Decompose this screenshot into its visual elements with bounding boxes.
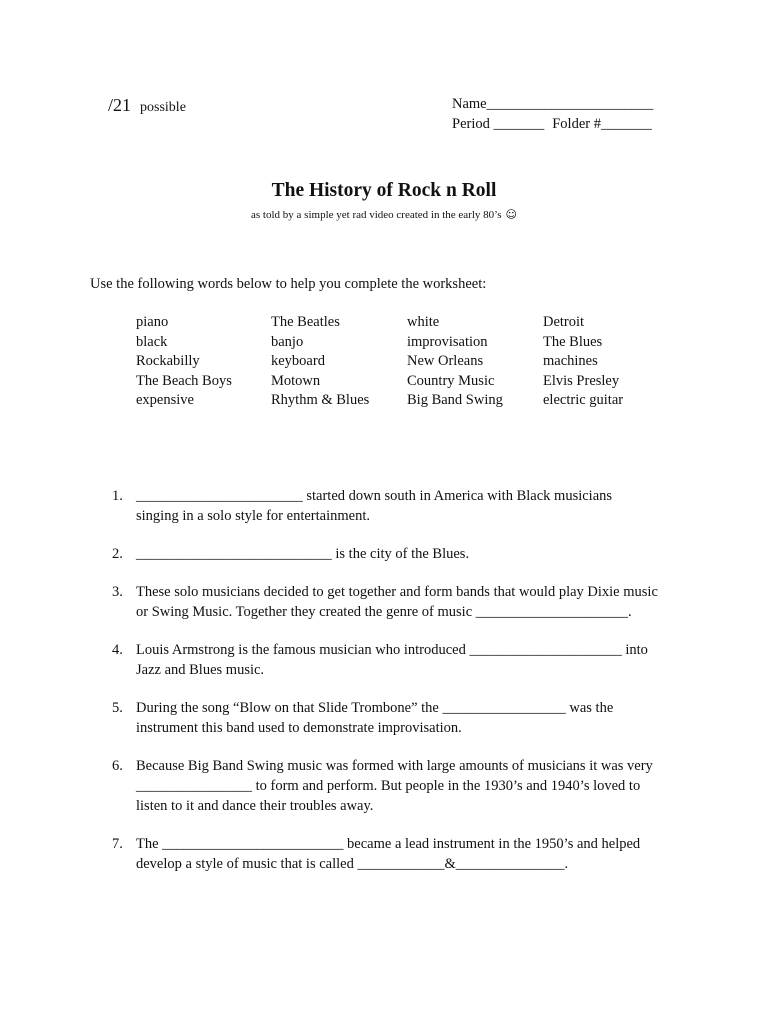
question-text: ___________________________ is the city of the Blues. xyxy=(136,546,470,562)
question-number: 3. xyxy=(112,584,123,600)
word-bank-item: The Beatles xyxy=(271,314,340,330)
question-list xyxy=(112,486,692,892)
word-bank-item: keyboard xyxy=(271,353,325,370)
question-number: 1. xyxy=(112,488,123,504)
question-text: Because Big Band Swing music was formed with large amounts of musicians it was very ________________ to form and perform. But people in the 1930’s and 1940’s loved to listen to it and dance their troubles away. xyxy=(136,758,653,814)
word-bank-item: Rockabilly xyxy=(136,353,200,370)
question-text: Louis Armstrong is the famous musician who introduced _____________________ into Jazz and Blues music. xyxy=(136,642,648,678)
question-item xyxy=(112,834,692,874)
subtitle-text: as told by a simple yet rad video created in the early 80’s xyxy=(251,209,502,221)
question-text: The _________________________ became a lead instrument in the 1950’s and helped develop a style of music that is called ____________&_______________. xyxy=(136,836,641,872)
question-text: These solo musicians decided to get together and form bands that would play Dixie music or Swing Music. Together they created the genre of music _____________________. xyxy=(136,584,658,620)
question-item xyxy=(112,756,692,816)
question-item xyxy=(112,698,692,738)
question-number: 5. xyxy=(112,700,123,716)
word-bank-item: Big Band Swing xyxy=(407,392,503,409)
word-bank-item: Country Music xyxy=(407,372,495,389)
word-bank-item: The Blues xyxy=(543,333,603,350)
name-field: Name_______________________ xyxy=(452,96,654,112)
period-field: Period _______ xyxy=(452,116,545,132)
page-title: The History of Rock n Roll xyxy=(271,180,497,201)
word-bank-item: white xyxy=(407,314,440,330)
question-item xyxy=(112,544,692,564)
word-bank-item: machines xyxy=(543,353,598,370)
word-bank-item: Elvis Presley xyxy=(543,372,620,389)
word-bank-item: Motown xyxy=(271,372,321,389)
question-text: _______________________ started down south in America with Black musicians singing in a solo style for entertainment. xyxy=(136,488,613,524)
smiley-icon: ☺ xyxy=(505,208,517,221)
score-total: /21 xyxy=(108,95,132,115)
word-bank-item: Rhythm & Blues xyxy=(271,392,370,409)
word-bank-item: piano xyxy=(136,314,169,330)
word-bank-item: electric guitar xyxy=(543,392,624,409)
word-bank xyxy=(136,313,673,411)
question-item xyxy=(112,486,692,526)
folder-field: Folder #_______ xyxy=(552,116,652,132)
question-number: 7. xyxy=(112,836,123,852)
word-bank-item: New Orleans xyxy=(407,353,484,370)
word-bank-item: black xyxy=(136,333,168,350)
score-label: possible xyxy=(140,100,186,115)
word-bank-item: expensive xyxy=(136,392,194,409)
question-number: 4. xyxy=(112,642,123,658)
word-bank-item: banjo xyxy=(271,333,304,350)
question-number: 6. xyxy=(112,758,123,774)
period-folder-row xyxy=(452,116,652,133)
word-bank-item: Detroit xyxy=(543,314,585,330)
question-item xyxy=(112,582,692,622)
instructions: Use the following words below to help you complete the worksheet: xyxy=(90,276,487,292)
word-bank-item: improvisation xyxy=(407,333,488,350)
word-bank-item: The Beach Boys xyxy=(136,372,232,389)
question-text: During the song “Blow on that Slide Trombone” the _________________ was the instrument this band used to demonstrate improvisation. xyxy=(136,700,614,736)
question-item xyxy=(112,640,692,680)
page-subtitle xyxy=(0,208,768,221)
question-number: 2. xyxy=(112,546,123,562)
score-box xyxy=(108,95,186,116)
